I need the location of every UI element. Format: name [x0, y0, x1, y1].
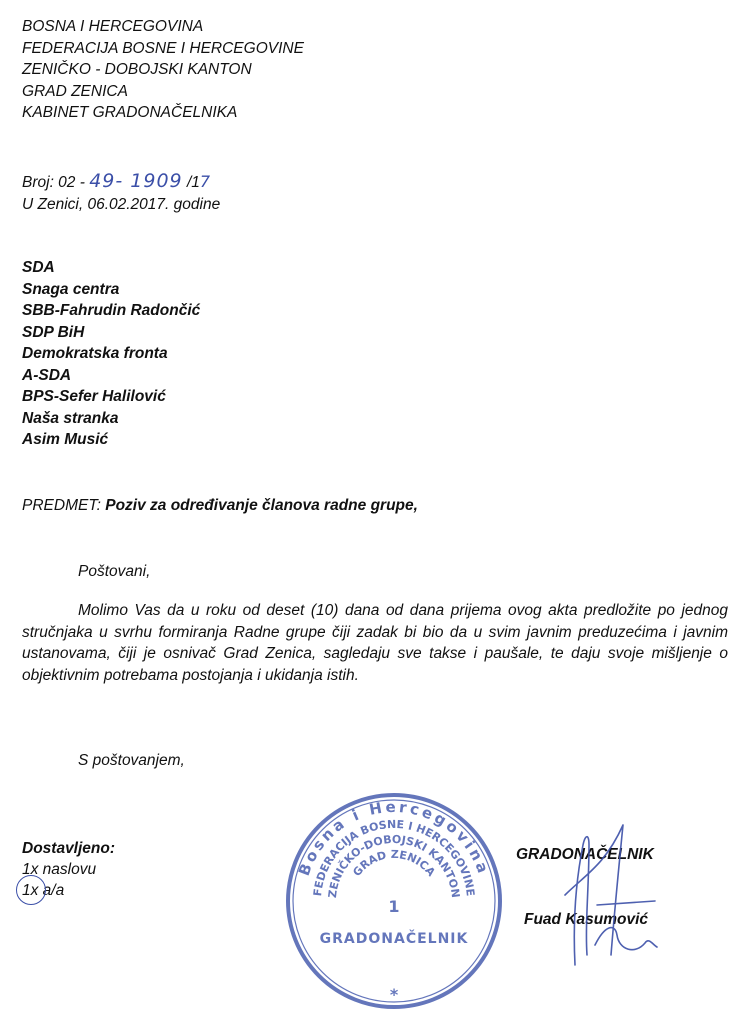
handwritten-signature	[545, 805, 695, 975]
handwritten-number: 49- 1909	[89, 170, 183, 192]
recipient: BPS-Sefer Halilović	[22, 388, 166, 405]
body-text: Molimo Vas da u roku od deset (10) dana od dana prijema ovog akta predložite po jednog stručnjaka u svrhu formiranja Radne grupe čiji zadak bi bio da u svim javnim preduzećima i javnim ustanovama, čiji je osnivač Grad Zenica, sagledaju sve takse i paušale, te daju svoje mišljenje o objektivnim potrebama postojanja i ukidanja istih.	[22, 602, 728, 684]
handwritten-year: 7	[199, 172, 212, 191]
recipient: Naša stranka	[22, 409, 119, 427]
signatory-title: GRADONAČELNIK	[516, 846, 654, 863]
letterhead	[22, 16, 304, 124]
stamp-star: *	[389, 985, 399, 1004]
stamp-outer-text: Bosna i Hercegovina	[294, 797, 494, 879]
distribution-block	[22, 838, 115, 901]
letterhead-line: BOSNA I HERCEGOVINA	[22, 18, 204, 35]
subject-line	[22, 497, 418, 515]
reference-suffix: /1	[182, 174, 200, 191]
recipient-list	[22, 257, 200, 451]
closing: S poštovanjem,	[78, 752, 185, 769]
distribution-suffix: a/a	[38, 882, 65, 899]
recipient: Demokratska fronta	[22, 345, 168, 362]
recipient: Snaga centra	[22, 280, 120, 298]
letterhead-line: ZENIČKO - DOBOJSKI KANTON	[22, 61, 252, 78]
letterhead-line: FEDERACIJA BOSNE I HERCEGOVINE	[22, 39, 304, 57]
distribution-line	[22, 880, 115, 901]
greeting: Poštovani,	[78, 563, 151, 580]
recipient: A-SDA	[22, 366, 72, 384]
recipient: Asim Musić	[22, 431, 109, 448]
stamp-number: 1	[388, 897, 400, 916]
stamp-inner-text: GRAD ZENICA	[350, 847, 438, 879]
stamp-bottom-text: GRADONAČELNIK	[319, 931, 469, 947]
reference-number	[22, 170, 220, 194]
official-stamp	[283, 790, 505, 1012]
body-paragraph	[22, 600, 728, 686]
subject-text: Poziv za određivanje članova radne grupe,	[105, 497, 418, 514]
stamp-ring-text: ZENIČKO-DOBOJSKI KANTON	[325, 832, 463, 899]
signatory-name: Fuad Kasumović	[524, 911, 649, 928]
distribution-line: 1x naslovu	[22, 861, 97, 878]
distribution-title: Dostavljeno:	[22, 840, 116, 857]
reference-prefix: Broj: 02 -	[22, 174, 90, 191]
reference-block	[22, 170, 220, 216]
reference-date: U Zenici, 06.02.2017. godine	[22, 196, 221, 213]
recipient: SDP BiH	[22, 323, 85, 341]
recipient: SBB-Fahrudin Radončić	[22, 302, 201, 319]
recipient: SDA	[22, 259, 55, 276]
subject-label: PREDMET:	[22, 497, 106, 514]
letterhead-line: KABINET GRADONAČELNIKA	[22, 104, 238, 121]
letterhead-line: GRAD ZENICA	[22, 82, 128, 100]
stamp-ring-text: FEDERACIJA BOSNE I HERCEGOVINE	[311, 817, 477, 897]
handwritten-circle-mark: 1x	[22, 882, 39, 899]
